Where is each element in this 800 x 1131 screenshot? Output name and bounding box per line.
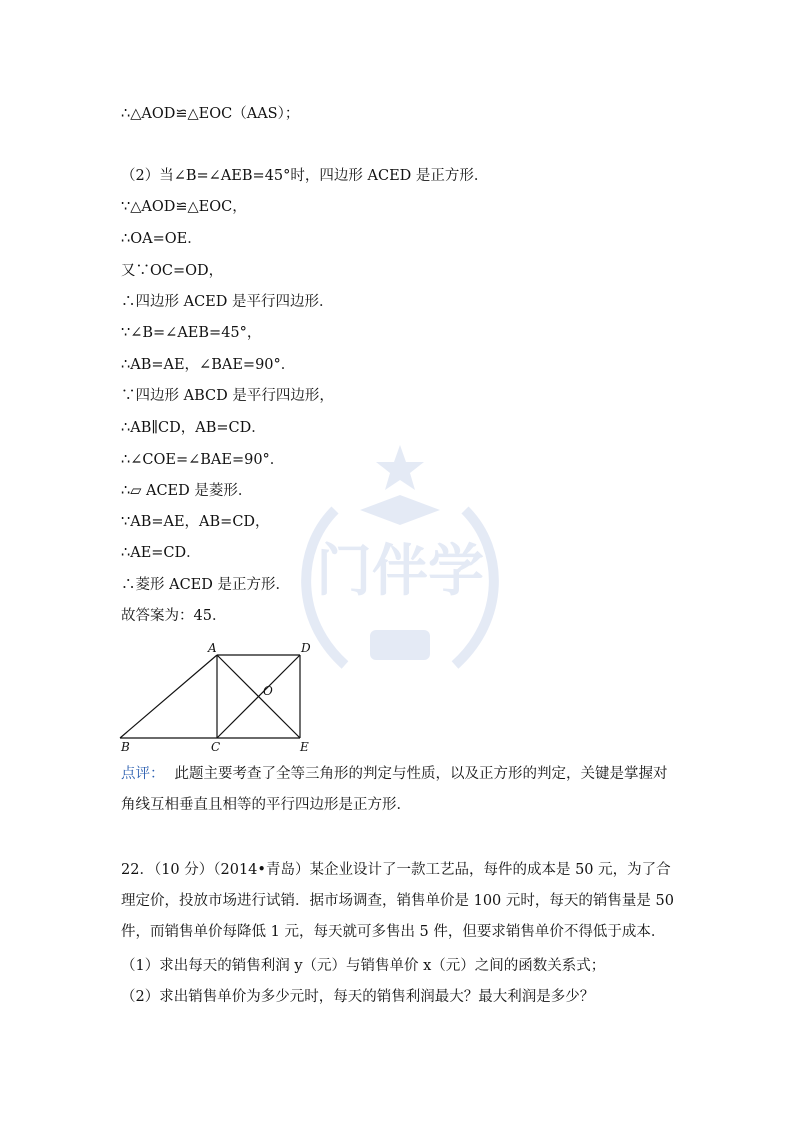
- proof-line: ∴菱形 ACED 是正方形．: [121, 577, 290, 593]
- proof-line: ∴OA=OE．: [121, 231, 202, 247]
- proof-line: ∴AE=CD．: [121, 545, 201, 561]
- proof-line: （2）当∠B=∠AEB=45°时，四边形 ACED 是正方形．: [121, 168, 489, 184]
- proof-line: ∴四边形 ACED 是平行四边形．: [121, 294, 334, 310]
- comment-block: [121, 759, 681, 821]
- label-E: E: [300, 740, 309, 754]
- label-D: D: [301, 641, 311, 655]
- proof-line: ∴∠COE=∠BAE=90°．: [121, 452, 285, 468]
- answer-line: 故答案为：45．: [121, 608, 227, 624]
- proof-line: 又∵OC=OD，: [121, 263, 224, 279]
- problem-22-intro: 22．（10 分）（2014•青岛）某企业设计了一款工艺品，每件的成本是 50 元，为了合理定价，投放市场进行试销．据市场调查，销售单价是 100 元时，每天的销售量是 50 件，而销售单价每降低 1 元，每天就可多售出 5 件，但要求销售单价不得低于成本．: [121, 862, 674, 940]
- proof-line: ∵AB=AE，AB=CD，: [121, 514, 270, 530]
- watermark-star-icon: [376, 445, 424, 490]
- proof-line: ∴AB=AE，∠BAE=90°．: [121, 357, 296, 373]
- proof-line: ∵∠B=∠AEB=45°，: [121, 325, 262, 341]
- watermark-text: 门伴学: [316, 539, 484, 604]
- problem-22-question-2: （2）求出销售单价为多少元时，每天的销售利润最大？最大利润是多少？: [121, 989, 595, 1005]
- geometry-figure: [115, 640, 330, 755]
- watermark-cap-icon: [360, 495, 440, 525]
- proof-conclusion-part1: ∴△AOD≌△EOC（AAS）；: [121, 106, 300, 122]
- comment-text: 此题主要考查了全等三角形的判定与性质，以及正方形的判定，关键是掌握对角线互相垂直且相等的平行四边形是正方形．: [121, 766, 668, 813]
- watermark-base: [370, 630, 430, 660]
- proof-line: ∴AB∥CD，AB=CD．: [121, 420, 266, 436]
- label-B: B: [121, 740, 130, 754]
- problem-22-question-1: （1）求出每天的销售利润 y（元）与销售单价 x（元）之间的函数关系式；: [121, 958, 606, 974]
- segment-BA: [120, 655, 217, 738]
- proof-line: ∵四边形 ABCD 是平行四边形，: [121, 388, 334, 404]
- label-C: C: [211, 740, 221, 754]
- proof-line: ∵△AOD≌△EOC，: [121, 199, 247, 215]
- label-O: O: [263, 684, 273, 698]
- comment-label: 点评：: [121, 766, 165, 782]
- label-A: A: [208, 641, 217, 655]
- proof-line: ∴▱ ACED 是菱形．: [121, 483, 253, 499]
